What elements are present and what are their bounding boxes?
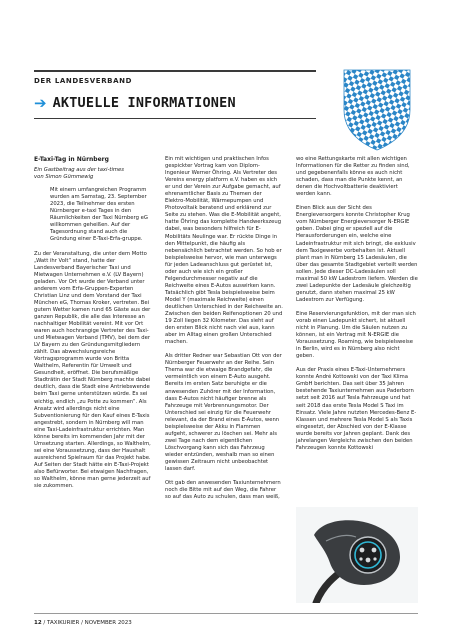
paragraph: wo eine Rettungskarte mit allen wichtigen Informationen für die Retter zu finden sind, und gegebenenfalls könne es auch nicht schaden, dass man die Punkte kennt, an denen die Hochvoltbatterie deaktiviert werden kann. [296, 156, 410, 198]
headline-text: AKTUELLE INFORMATIONEN [52, 95, 236, 111]
page-number: 12 [34, 620, 42, 626]
column-1 [34, 156, 152, 490]
ev-charging-plug-icon [296, 507, 418, 603]
headline-rule [34, 118, 316, 119]
footer-rule [34, 613, 418, 614]
intro-paragraph: Mit einem umfangreichen Programm wurden am Samstag, 23. September 2023, die Teilnehmer des ersten Nürnberger e-taxi Tages in den Räumlichkeiten der Taxi Nürnberg eG willkommen geheißen. Auf der Tagesordnung stand auch die Gründung einer E-Taxi-Erfa-gruppe. [50, 187, 148, 243]
top-rule [34, 70, 316, 72]
paragraph: Zu der Veranstaltung, die unter dem Motto „Watt ihr Volt“ stand, hatte der Landesverband Bayerischer Taxi und Mietwagen Unternehmen e.V. (LV Bayern) geladen. Vor Ort wurde der Verband unter anderem vom Erfa-Gruppen-Experten Christian Linz und dem Vorstand der Taxi München eG, Thomas Kroker, vertreten. Bei gutem Wetter kamen rund 65 Gäste aus der ganzen Republik, die alle das Interesse an nachhaltiger Mobilität vereint. Mit vor Ort waren auch hochrangige Vertreter des Taxi- und Mietwagen Verband (TMV), bei dem der LV Bayern zu den Gründungsmitgliedern zählt. Das abwechslungsreiche Vortragsprogramm wurde von Britta Walthelm, Referentin für Umwelt und Gesundheit, eröffnet. Die berufsmäßige Stadträtin der Stadt Nürnberg machte dabei deutlich, dass die Stadt eine Antriebswende beim Taxi gerne unterstützen würde. Es sei wichtig, endlich „zu Potte zu kommen“. Als Ansatz wird allerdings nicht eine Subventionierung für den Kauf eines E-Taxis angestrebt, sondern in Nürnberg will man eine Taxi-Ladeinfrastruktur errichten. Man könne bereits im kommenden Jahr mit der Umsetzung starten. Allerdings, so Walthelm, sei eine Voraussetzung, dass der Haushalt ausreichend Spielraum für das Projekt habe. Auf Seiten der Stadt hätte ein E-Taxi-Projekt also Befürworter. Bei etwaigen Nachfragen, so Walthelm, könne man gerne jederzeit auf sie zukommen. [34, 250, 151, 490]
paragraph: Einen Blick aus der Sicht des Energieversorgers konnte Christopher Krug vom Nürnberger Energieversorger N-ERGIE geben. Dabei ging er speziell auf die Herausforderungen ein, welche eine Ladeinfrastruktur mit sich bringt, die exklusiv dem Taxigewerbe vorbehalten ist. Aktuell plant man in Nürnberg 15 Ladesäulen, die über das gesamte Stadtgebiet verteilt werden sollen. Jede dieser DC-Ladesäulen soll maximal 50 kW Ladestrom liefern. Werden die zwei Ladepunkte der Ladesäule gleichzeitig genutzt, dann stehen maximal 25 kW Ladestrom zur Verfügung. [296, 205, 418, 303]
paragraph: Als dritter Redner war Sebastian Ott von der Nürnberger Feuerwehr an der Reihe. Sein Thema war die etwaige Brandgefahr, die vermeintlich von einem E-Auto ausgeht. Bereits im ersten Satz beruhigte er die anwesenden Zuhörer mit der Information, dass E-Autos nicht häufiger brenne als Fahrzeuge mit Verbrennungsmotor. Der Unterschied sei einzig für die Feuerwehr relevant, da der Brand eines E-Autos, wenn beispielsweise der Akku in Flammen aufgeht, schwerer zu löschen sei. Mehr als zwei Tage nach dem eigentlichen Löschvorgang kann sich das Fahrzeug wieder entzünden, weshalb man so einen gewissen Zeitraum nicht unbeobachtet lassen darf. [165, 353, 282, 473]
article-subtitle: E-Taxi-Tag in Nürnberg [34, 156, 109, 163]
page-footer [34, 620, 132, 626]
byline-line-1: Ein Gastbeitrag aus der taxi-times [34, 167, 124, 174]
section-label: DER LANDESVERBAND [34, 77, 133, 85]
magazine-issue: / TAXIKURIER / NOVEMBER 2023 [41, 620, 132, 626]
paragraph: Aus der Praxis eines E-Taxi-Unternehmers konnte André Kottowski von der Taxi Klima GmbH berichten. Das seit über 35 Jahren bestehende Taxiunternehmen aus Paderborn setzt seit 2016 auf Tesla Fahrzeuge und hat seit 2018 das erste Tesla Model S Taxi im Einsatz. Viele Jahre nutzten Mercedes-Benz E-Klassen und mehrere Tesla Model S als Taxis eingesetzt, der Abschied von der E-Klasse wurde bereits vor Jahren geplant. Dank des jahrelangen Vergleichs zwischen den beiden Fahrzeugen konnte Kottowski [296, 367, 417, 451]
paragraph: Ott gab den anwesenden Taxiunternehmern noch die Bitte mit auf den Weg, die Fahrer so auf das Auto zu schulen, dass man weiß, [165, 480, 281, 501]
byline [34, 167, 152, 181]
page-headline [34, 92, 236, 114]
column-2 [165, 156, 283, 501]
bavaria-coat-of-arms-icon [334, 62, 420, 154]
paragraph: Eine Reservierungsfunktion, mit der man sich vorab einen Ladepunkt sichert, ist aktuell nicht in Planung. Um die Säulen nutzen zu können, ist ein Vertrag mit N-ERGIE die Voraussetzung. Roaming, wie beispielsweise in Berlin, wird es in Nürnberg also nicht geben. [296, 310, 416, 360]
paragraph: Ein mit wichtigen und praktischen Infos gespickter Vortrag kam von Diplom-Ingenieur Werner Öhring. Als Vertreter des Vereins energy platform e.V. haben es sich er und der Verein zur Aufgabe gemacht, auf ehrenamtlicher Basis zu Themen der Elektro-Mobilität, Wärmepumpen und Photovoltaik beratend und erklärend zur Seite zu stehen. Was die E-Mobilität angeht, hatte Öhring das komplette Handwerkszeug dabei, was besonders hilfreich für E-Mobilitäts Neulinge war. Er rückte Dinge in den Mittelpunkt, die häufig als nebensächlich betrachtet werden. So hob er beispielsweise hervor, wie man unterwegs für jeden Ladeanschluss gut gerüstet ist, oder auch wie sich ein großer Felgendurchmesser negativ auf die Reichweite eines E-Autos auswirken kann. Tatsächlich gibt Tesla beispielsweise beim Model Y (maximale Reichweite) einen deutlichen Unterschied in der Reichweite an. Zwischen den beiden Reifenoptionen 20 und 19 Zoll liegen 32 Kilometer. Das sieht auf den ersten Blick nicht nach viel aus, kann aber im Alltag einen großen Unterschied machen. [165, 156, 283, 346]
arrow-right-icon: ➔ [34, 94, 47, 112]
byline-line-2: von Simon Gümmewig [34, 174, 94, 181]
column-3 [296, 156, 418, 452]
